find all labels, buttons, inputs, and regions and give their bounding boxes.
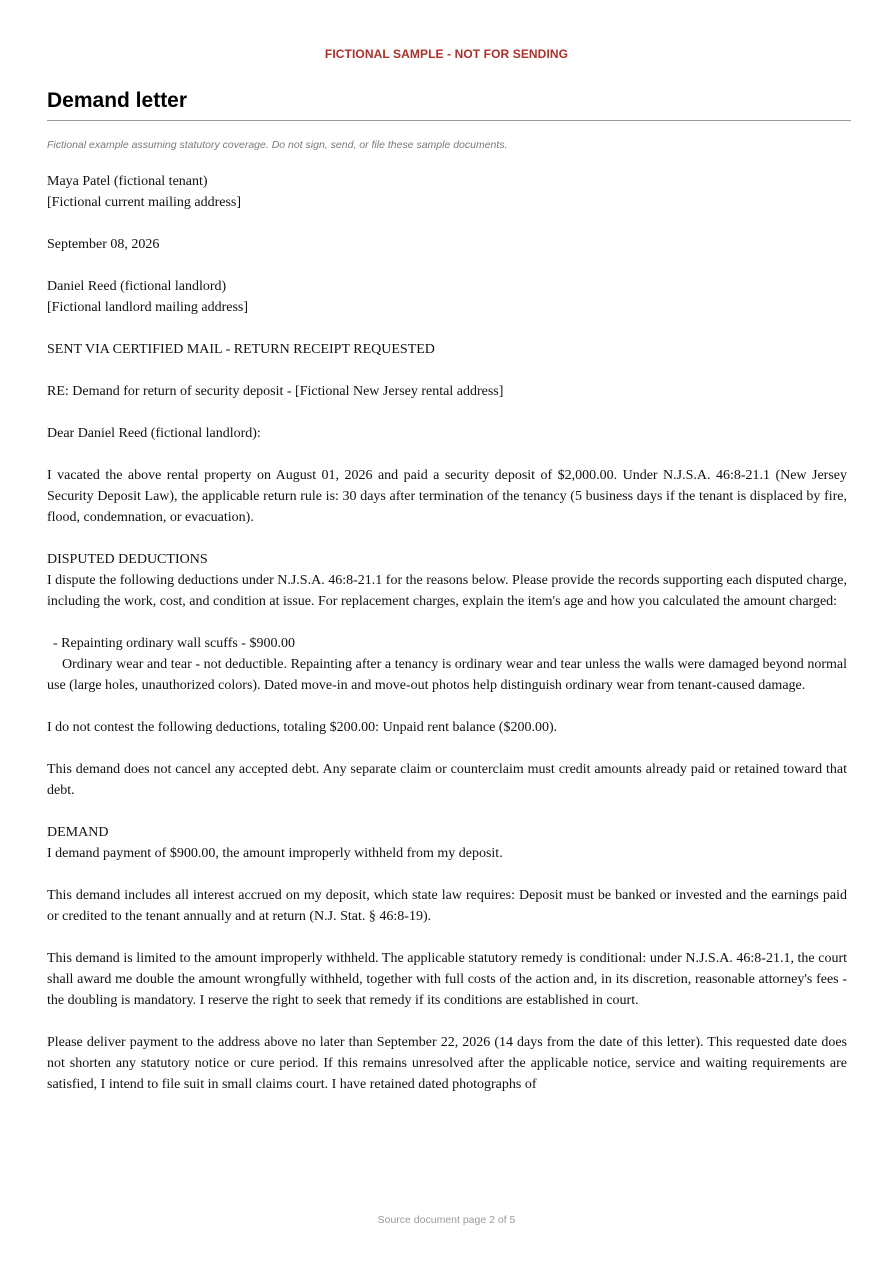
salutation: Dear Daniel Reed (fictional landlord): [47, 426, 261, 441]
sender-name: Maya Patel (fictional tenant) [47, 174, 208, 189]
sender-block [47, 171, 847, 213]
sample-banner: FICTIONAL SAMPLE - NOT FOR SENDING [324, 47, 569, 61]
interest-paragraph: This demand includes all interest accrued on my deposit, which state law requires: Deposit must be banked or invested and the earnings paid or credited to the tenant annually and at return (N.J. Stat. § 46:8-19). [47, 888, 847, 924]
recipient-address: [Fictional landlord mailing address] [47, 300, 249, 315]
deduction-item-title: - Repainting ordinary wall scuffs - $900.00 [53, 636, 295, 651]
recipient-block [47, 276, 847, 318]
uncontested-paragraph: I do not contest the following deductions, totaling $200.00: Unpaid rent balance ($200.00). [47, 720, 558, 735]
demand-heading: DEMAND [47, 825, 109, 840]
sender-address: [Fictional current mailing address] [47, 195, 241, 210]
disputed-text: I dispute the following deductions under N.J.S.A. 46:8-21.1 for the reasons below. Please provide the records supporting each disputed charge, including the work, cost, and condition at issue. For replacement charges, explain the item's age and how you calculated the amount charged: [47, 573, 847, 609]
payment-paragraph: Please deliver payment to the address above no later than September 22, 2026 (14 days from the date of this letter). This requested date does not shorten any statutory notice or cure period. If this remains unresolved after the applicable notice, service and waiting requirements are satisfied, I intend to file suit in small claims court. I have retained dated photographs of [47, 1035, 847, 1092]
page-title: Demand letter [47, 89, 188, 112]
deduction-item-text: Ordinary wear and tear - not deductible. Repainting after a tenancy is ordinary wear and tear unless the walls were damaged beyond normal use (large holes, unauthorized colors). Dated move-in and move-out photos help distinguish ordinary wear from tenant-caused damage. [47, 657, 847, 693]
disputed-heading: DISPUTED DEDUCTIONS [47, 552, 208, 567]
letter-date: September 08, 2026 [47, 237, 160, 252]
debt-note-paragraph: This demand does not cancel any accepted debt. Any separate claim or counterclaim must credit amounts already paid or retained toward that debt. [47, 762, 847, 798]
page-footer: Source document page 2 of 5 [377, 1214, 516, 1226]
delivery-method: SENT VIA CERTIFIED MAIL - RETURN RECEIPT REQUESTED [47, 342, 435, 357]
title-block [47, 88, 851, 121]
remedy-paragraph: This demand is limited to the amount improperly withheld. The applicable statutory remedy is conditional: under N.J.S.A. 46:8-21.1, the court shall award me double the amount wrongfully withheld, together with full costs of the action and, in its discretion, reasonable attorney's fees - the doubling is mandatory. I reserve the right to seek that remedy if its conditions are established in court. [47, 951, 847, 1008]
letter-body [47, 171, 847, 1116]
demand-text: I demand payment of $900.00, the amount improperly withheld from my deposit. [47, 846, 503, 861]
fictional-notice: Fictional example assuming statutory coverage. Do not sign, send, or file these sample documents. [47, 139, 508, 151]
intro-paragraph: I vacated the above rental property on August 01, 2026 and paid a security deposit of $2,000.00. Under N.J.S.A. 46:8-21.1 (New Jersey Security Deposit Law), the applicable return rule is: 30 days after termination of the tenancy (5 business days if the tenant is displaced by fire, flood, condemnation, or evacuation). [47, 468, 847, 525]
re-line: RE: Demand for return of security deposit - [Fictional New Jersey rental address] [47, 384, 504, 399]
recipient-name: Daniel Reed (fictional landlord) [47, 279, 227, 294]
